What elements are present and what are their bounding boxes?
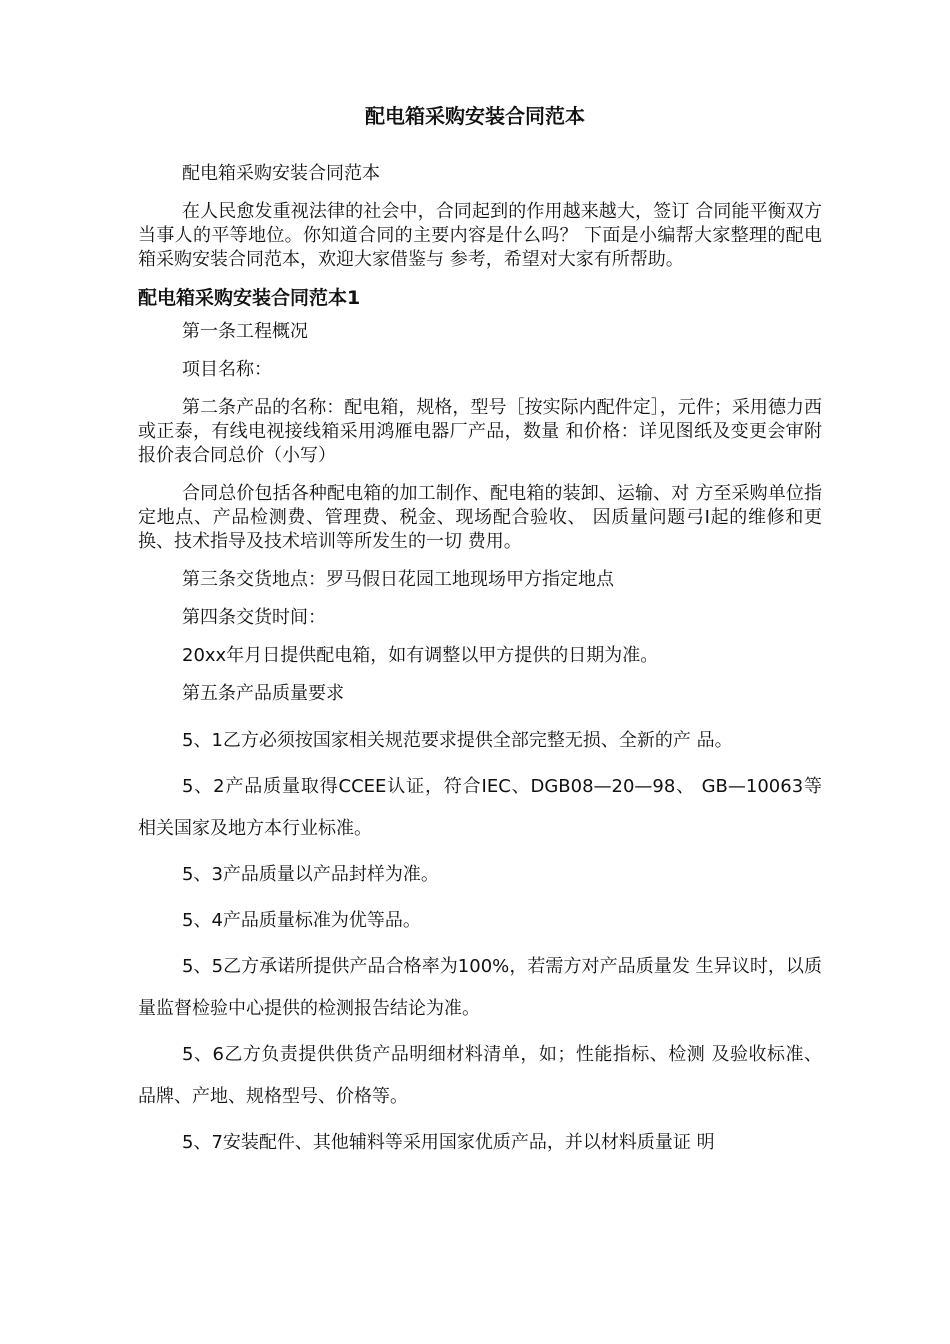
paragraph: 项目名称：	[182, 359, 272, 380]
clause-paragraph: 5、2产品质量取得CCEE认证，符合IEC、DGB08—20—98、 GB—10063等相关国家及地方本行业标准。	[138, 776, 822, 839]
paragraph: 第四条交货时间：	[182, 607, 326, 628]
section-heading: 配电箱采购安装合同范本1	[138, 287, 361, 309]
paragraph: 配电箱采购安装合同范本	[182, 163, 380, 184]
document-title: 配电箱采购安装合同范本	[365, 104, 585, 128]
document-body	[138, 162, 822, 1168]
clause-paragraph: 5、4产品质量标准为优等品。	[182, 910, 421, 931]
paragraph: 20xx年月日提供配电箱，如有调整以甲方提供的日期为准。	[182, 645, 659, 666]
clause-paragraph: 5、7安装配件、其他辅料等采用国家优质产品，并以材料质量证 明	[182, 1132, 715, 1153]
paragraph: 第二条产品的名称：配电箱，规格，型号［按实际内配件定］，元件；采用德力西或正泰，有线电视接线箱采用鸿雁电器厂产品，数量 和价格：详见图纸及变更会审附报价表合同总价（小写）	[138, 397, 822, 466]
clause-paragraph: 5、6乙方负责提供供货产品明细材料清单，如；性能指标、检测 及验收标准、品牌、产地、规格型号、价格等。	[138, 1044, 822, 1107]
clause-paragraph: 5、3产品质量以产品封样为准。	[182, 864, 439, 885]
clause-paragraph: 5、5乙方承诺所提供产品合格率为100%，若需方对产品质量发 生异议时，以质量监督检验中心提供的检测报告结论为准。	[138, 956, 822, 1019]
paragraph: 第三条交货地点：罗马假日花园工地现场甲方指定地点	[182, 569, 614, 590]
clause-paragraph: 5、1乙方必须按国家相关规范要求提供全部完整无损、全新的产 品。	[182, 730, 733, 751]
paragraph: 合同总价包括各种配电箱的加工制作、配电箱的装卸、运输、对 方至采购单位指定地点、产品检测费、管理费、税金、现场配合验收、 因质量问题弓I起的维修和更换、技术指导及技术培训等所发生的一切 费用。	[138, 483, 822, 552]
paragraph: 第一条工程概况	[182, 321, 308, 342]
paragraph: 在人民愈发重视法律的社会中，合同起到的作用越来越大，签订 合同能平衡双方当事人的平等地位。你知道合同的主要内容是什么吗？ 下面是小编帮大家整理的配电箱采购安装合同范本，欢迎大家借鉴与 参考，希望对大家有所帮助。	[138, 201, 822, 270]
paragraph: 第五条产品质量要求	[182, 683, 344, 704]
